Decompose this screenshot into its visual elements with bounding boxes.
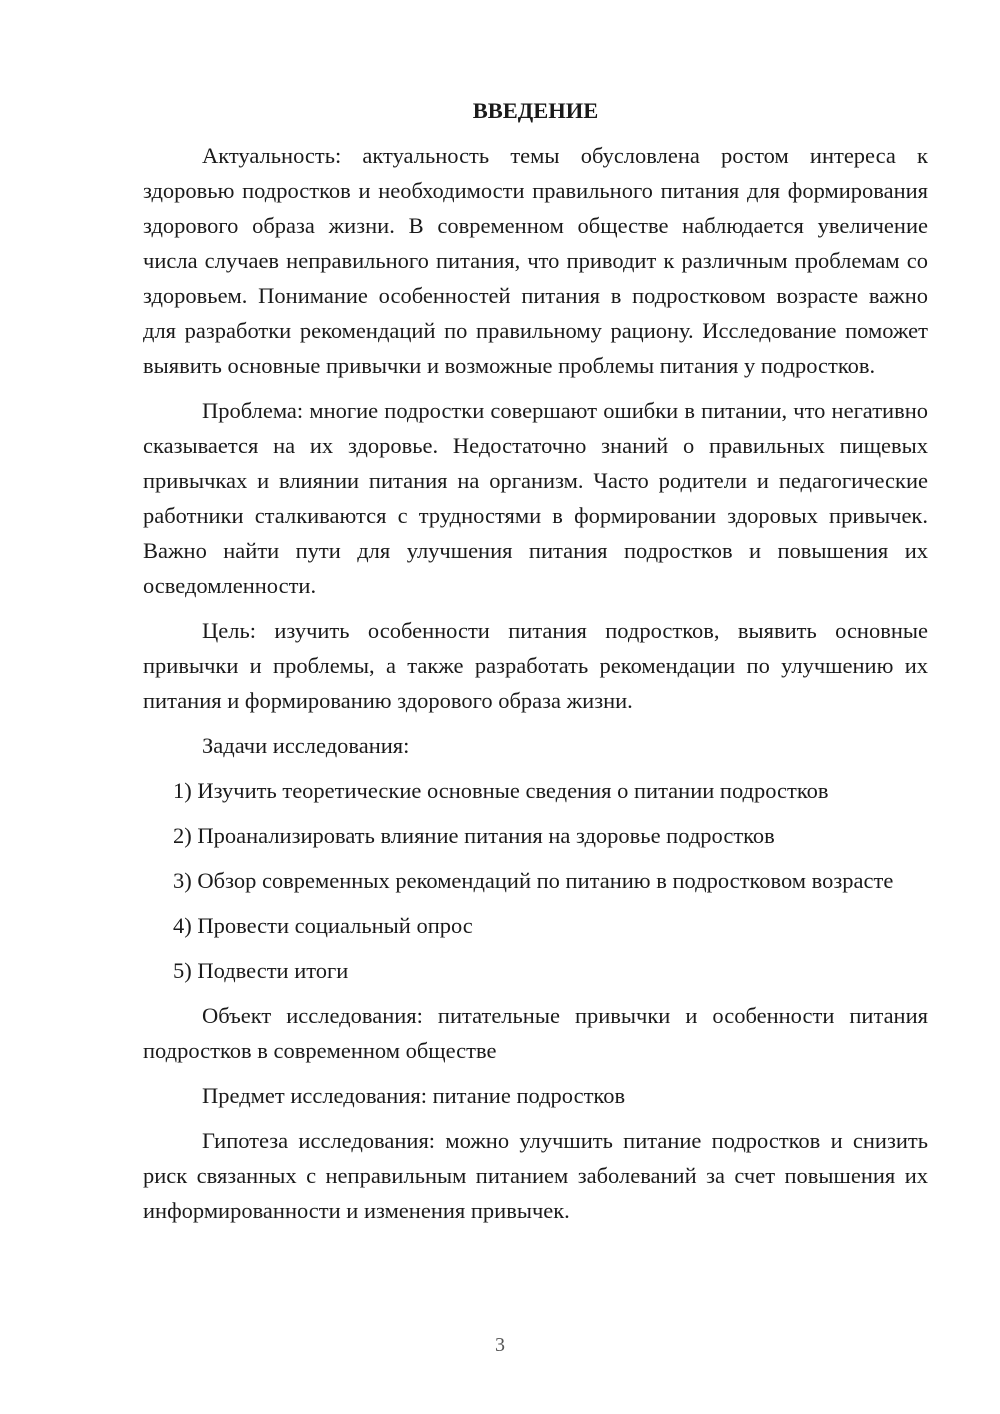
page-number: 3 xyxy=(495,1334,505,1356)
task-item: 1) Изучить теоретические основные сведения о питании подростков xyxy=(173,778,829,803)
paragraph-relevance: Актуальность: актуальность темы обусловлена ростом интереса к здоровью подростков и необходимости правильного питания для формирования здорового образа жизни. В современном обществе наблюдается увеличение числа случаев неправильного питания, что приводит к различным проблемам со здоровьем. Понимание особенностей питания в подростковом возрасте важно для разработки рекомендаций по правильному рациону. Исследование поможет выявить основные привычки и возможные проблемы питания у подростков. xyxy=(143,143,928,378)
page-content xyxy=(143,96,928,1238)
paragraph-subject: Предмет исследования: питание подростков xyxy=(202,1083,626,1108)
paragraph-goal: Цель: изучить особенности питания подростков, выявить основные привычки и проблемы, а также разработать рекомендации по улучшению их питания и формированию здорового образа жизни. xyxy=(143,618,928,713)
task-item: 3) Обзор современных рекомендаций по питанию в подростковом возрасте xyxy=(173,868,894,893)
paragraph-hypothesis: Гипотеза исследования: можно улучшить питание подростков и снизить риск связанных с неправильным питанием заболеваний за счет повышения их информированности и изменения привычек. xyxy=(143,1128,928,1223)
paragraph-object: Объект исследования: питательные привычки и особенности питания подростков в современном обществе xyxy=(143,1003,928,1063)
task-item: 2) Проанализировать влияние питания на здоровье подростков xyxy=(173,823,775,848)
tasks-list xyxy=(143,773,928,988)
tasks-heading: Задачи исследования: xyxy=(202,733,410,758)
task-item: 4) Провести социальный опрос xyxy=(173,913,473,938)
paragraph-problem: Проблема: многие подростки совершают ошибки в питании, что негативно сказывается на их здоровье. Недостаточно знаний о правильных пищевых привычках и влиянии питания на организм. Часто родители и педагогические работники сталкиваются с трудностями в формировании здоровых привычек. Важно найти пути для улучшения питания подростков и повышения их осведомленности. xyxy=(143,398,928,598)
section-title: ВВЕДЕНИЕ xyxy=(472,98,599,123)
task-item: 5) Подвести итоги xyxy=(173,958,349,983)
